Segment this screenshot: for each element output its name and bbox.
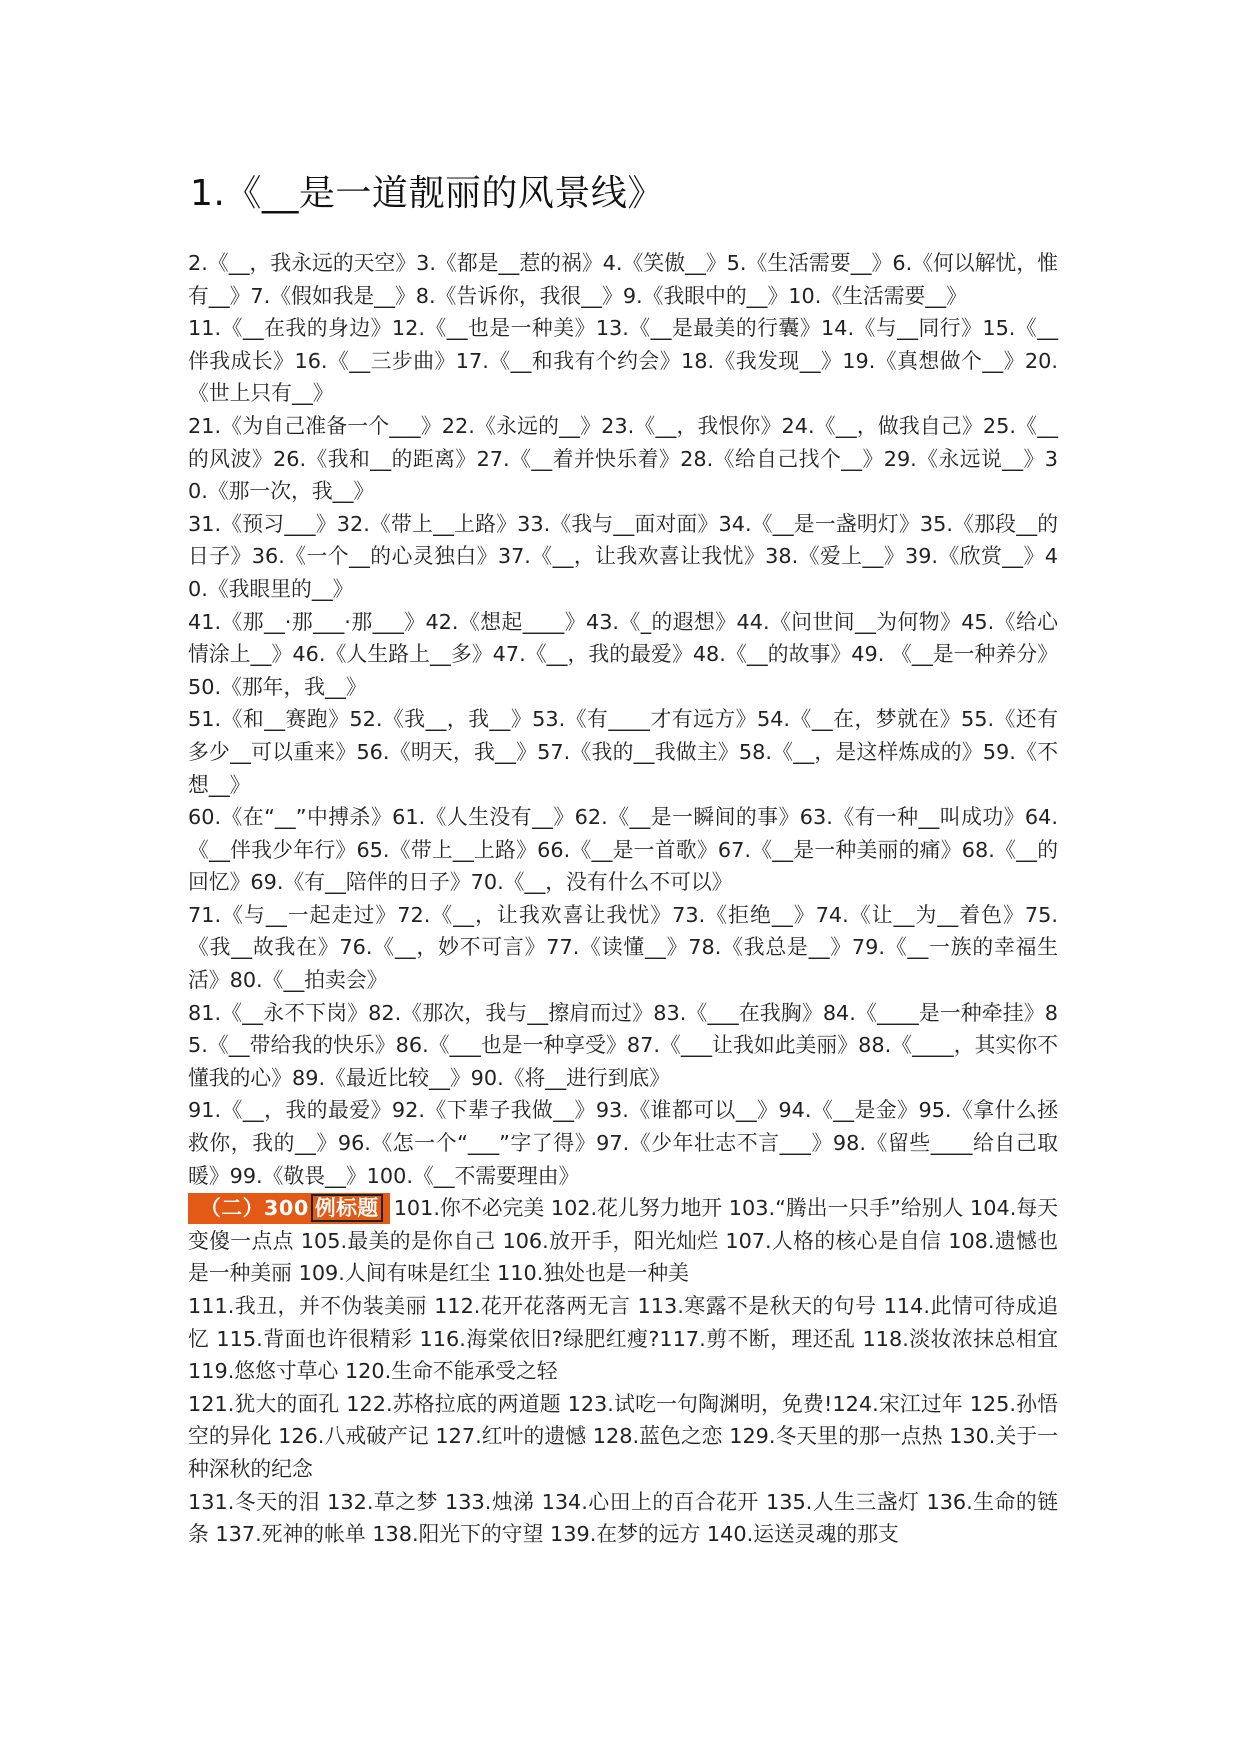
section-heading-badge	[188, 1193, 390, 1224]
example-title-paragraph: 131.冬天的泪 132.草之梦 133.烛涕 134.心田上的百合花开 135.人生三盏灯 136.生命的链条 137.死神的帐单 138.阳光下的守望 139.在梦的远方 140.运送灵魂的那支	[188, 1489, 1058, 1547]
example-title-paragraph: 111.我丑，并不伪装美丽 112.花开花落两无言 113.寒露不是秋天的句号 114.此情可待成追忆 115.背面也许很精彩 116.海棠依旧?绿肥红瘦?117.剪不断，理还乱 118.淡妆浓抹总相宜 119.悠悠寸草心 120.生命不能承受之轻	[188, 1294, 1058, 1384]
title-list-paragraph: 41.《那__·那___·那___》42.《想起____》43.《_的遐想》44.《问世间__为何物》45.《给心情涂上__》46.《人生路上__多》47.《__，我的最爱》48.《__的故事》49. 《__是一种养分》50.《那年，我__》	[188, 609, 1058, 699]
section-heading-highlight: 例标题	[311, 1194, 383, 1222]
title-list-paragraph: 31.《预习___》32.《带上__上路》33.《我与__面对面》34.《__是一盏明灯》35.《那段__的日子》36.《一个__的心灵独白》37.《__，让我欢喜让我忧》38.《爱上__》39.《欣赏__》40.《我眼里的__》	[188, 511, 1059, 601]
example-title-paragraph: 121.犹大的面孔 122.苏格拉底的两道题 123.试吃一句陶渊明，免费!124.宋江过年 125.孙悟空的异化 126.八戒破产记 127.红叶的遗憾 128.蓝色之恋 129.冬天里的那一点热 130.关于一种深秋的纪念	[188, 1391, 1058, 1481]
title-list-paragraph: 71.《与__一起走过》72.《__，让我欢喜让我忧》73.《拒绝__》74.《让__为__着色》75.《我__故我在》76.《__，妙不可言》77.《读懂__》78.《我总是__》79.《__一族的幸福生活》80.《__拍卖会》	[188, 902, 1058, 993]
section-two-first-paragraph	[188, 1192, 1058, 1290]
title-list-paragraph: 91.《__，我的最爱》92.《下辈子我做__》93.《谁都可以__》94.《__是金》95.《拿什么拯救你，我的__》96.《怎一个“___”字了得》97.《少年壮志不言___》98.《留些____给自己取暖》99.《敬畏__》100.《__不需要理由》	[188, 1098, 1058, 1188]
title-list-paragraph: 11.《__在我的身边》12.《__也是一种美》13.《__是最美的行囊》14.《与__同行》15.《__伴我成长》16.《__三步曲》17.《__和我有个约会》18.《我发现__》19.《真想做个__》20.《世上只有__》	[188, 316, 1058, 406]
document-title: 1.《__是一道靓丽的风景线》	[190, 173, 664, 214]
section-heading-number: （二）300	[200, 1196, 309, 1221]
title-list-paragraph: 60.《在“__”中搏杀》61.《人生没有__》62.《__是一瞬间的事》63.《有一种__叫成功》64.《__伴我少年行》65.《带上__上路》66.《__是一首歌》67.《__是一种美丽的痛》68.《__的回忆》69.《有__陪伴的日子》70.《__，没有什么不可以》	[188, 805, 1058, 895]
title-list-paragraph: 21.《为自己准备一个___》22.《永远的__》23.《__，我恨你》24.《__，做我自己》25.《__的风波》26.《我和__的距离》27.《__着并快乐着》28.《给自己找个__》29.《永远说__》30.《那一次，我__》	[188, 413, 1058, 504]
section-two-first-text: 101.你不必完美 102.花儿努力地开 103.“腾出一只手”给别人 104.每天变傻一点点 105.最美的是你自己 106.放开手，阳光灿烂 107.人格的核心是自信 108.遗憾也是一种美丽 109.人间有味是红尘 110.独处也是一种美	[188, 1196, 1058, 1286]
title-list-paragraph: 2.《__，我永远的天空》3.《都是__惹的祸》4.《笑傲__》5.《生活需要__》6.《何以解忧，惟有__》7.《假如我是__》8.《告诉你，我很__》9.《我眼中的__》10.《生活需要__》	[188, 251, 1058, 308]
title-list-paragraph: 81.《__永不下岗》82.《那次，我与__擦肩而过》83.《___在我胸》84.《____是一种牵挂》85.《__带给我的快乐》86.《___也是一种享受》87.《___让我如此美丽》88.《____，其实你不懂我的心》89.《最近比较__》90.《将__进行到底》	[188, 1000, 1058, 1090]
document-body	[188, 247, 1058, 1551]
title-list-paragraph: 51.《和__赛跑》52.《我__，我__》53.《有____才有远方》54.《__在，梦就在》55.《还有多少__可以重来》56.《明天，我__》57.《我的__我做主》58.《__，是这样炼成的》59.《不想__》	[188, 707, 1058, 797]
